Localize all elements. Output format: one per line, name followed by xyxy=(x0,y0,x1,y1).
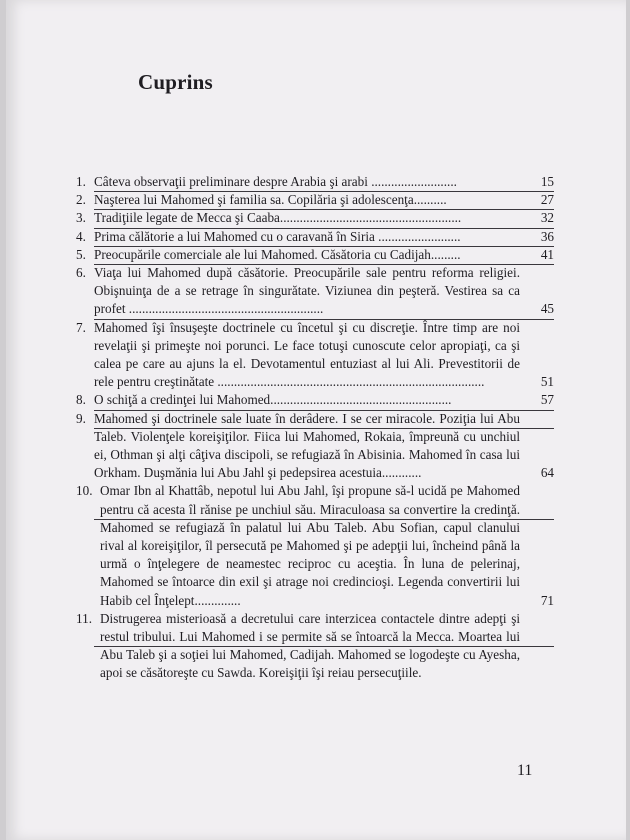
entry-text: Viaţa lui Mahomed după căsătorie. Preocupările sale pentru reforma religiei. Obişnuinţa de a se retrage în singurătate. Viziunea din peşteră. Vestirea sa ca profet ........................................................... xyxy=(94,265,520,317)
entry-page: 41 xyxy=(540,246,554,262)
toc-entry-2 xyxy=(76,191,554,209)
entry-page: 51 xyxy=(540,374,554,390)
entry-text: Distrugerea misterioasă a decretului care interzicea contactele dintre adepţi şi restul tribului. Lui Mahomed i se permite să se întoarcă la Mecca. Moartea lui Abu Taleb şi a soţiei lui Mahomed, Cadijah. Mahomed se logodeşte cu Ayesha, apoi se căsătoreşte cu Sawda. Koreişiţii îşi reiau persecuţiile. xyxy=(100,610,520,681)
entry-page: 15 xyxy=(540,174,554,189)
toc-entry-6 xyxy=(76,264,554,319)
entry-text: O schiţă a credinţei lui Mahomed....................................................... xyxy=(94,392,452,408)
entry-page: 45 xyxy=(540,301,554,317)
toc-entry-11 xyxy=(76,610,554,683)
entry-text: Prima călătorie a lui Mahomed cu o caravană în Siria ......................... xyxy=(94,228,461,244)
toc-entry-5 xyxy=(76,246,554,264)
entry-text: Mahomed îşi însuşeşte doctrinele cu încetul şi cu discreţie. Între timp are noi revelaţii şi primeşte noi porunci. Le face totuşi cunoscute celor apropiaţi, ca şi calea pe care au ajuns la el. Devotamentul entuziast al lui Ali. Prevestitorii de rele pentru creştinătate ................................................................................. xyxy=(94,319,520,390)
entry-number: 2. xyxy=(76,192,86,208)
entry-page: 64 xyxy=(540,465,554,481)
page-title: Cuprins xyxy=(138,70,213,94)
toc-entry-7 xyxy=(76,319,554,392)
entry-page: 32 xyxy=(540,210,554,226)
entry-text: Omar Ibn al Khattâb, nepotul lui Abu Jahl, îşi propune să-l ucidă pe Mahomed pentru că acesta îl rănise pe unchiul său. Miraculoasa sa convertire la credinţă. Mahomed se refugiază în palatul lui Abu Taleb. Abu Sofian, capul clanului rival al koreişiţilor, îl persecută pe Mahomed şi pe adepţii lui, încheind până la urmă o înţelegere de neamestec reciproc cu aceştia. În luna de pelerinaj, Mahomed se întoarce din exil şi atrage noi credincioşi. Legenda convertirii lui Habib cel Înţelept.............. xyxy=(100,483,520,608)
entry-number: 3. xyxy=(76,210,86,226)
entry-text: Mahomed şi doctrinele sale luate în derâdere. I se cer miracole. Poziţia lui Abu Taleb. Violenţele koreişiţilor. Fiica lui Mahomed, Rokaia, împreună cu unchiul ei, Othman şi alţi câţiva discipoli, se refugiază în Abisinia. Mahomed în casa lui Orkham. Duşmănia lui Abu Jahl şi pedepsirea acestuia............ xyxy=(94,410,520,481)
entry-text: Tradiţiile legate de Mecca şi Caaba....................................................... xyxy=(94,210,462,226)
entry-number: 11. xyxy=(76,610,92,626)
entry-number: 10. xyxy=(76,483,93,499)
entry-number: 8. xyxy=(76,392,86,408)
entry-text: Câteva observaţii preliminare despre Arabia şi arabi .......................... xyxy=(94,174,457,189)
toc-entry-3 xyxy=(76,209,554,227)
page-number: 11 xyxy=(517,762,533,779)
entry-number: 9. xyxy=(76,410,86,426)
entry-number: 1. xyxy=(76,174,86,189)
toc-entry-8 xyxy=(76,391,554,409)
entry-page: 27 xyxy=(540,192,554,208)
toc-entry-9 xyxy=(76,410,554,483)
entry-number: 5. xyxy=(76,246,86,262)
book-page xyxy=(6,0,626,840)
entry-page: 57 xyxy=(540,392,554,408)
toc-entry-4 xyxy=(76,228,554,246)
toc-entry-1 xyxy=(76,173,554,191)
entry-text: Naşterea lui Mahomed şi familia sa. Copilăria şi adolescenţa.......... xyxy=(94,192,447,208)
toc-entry-10 xyxy=(76,482,554,609)
entry-page: 71 xyxy=(540,592,554,608)
entry-page: 36 xyxy=(540,228,554,244)
entry-text: Preocupările comerciale ale lui Mahomed. Căsătoria cu Cadijah......... xyxy=(94,246,461,262)
table-of-contents xyxy=(76,173,554,683)
entry-number: 7. xyxy=(76,319,86,335)
entry-number: 6. xyxy=(76,265,86,281)
entry-number: 4. xyxy=(76,228,86,244)
